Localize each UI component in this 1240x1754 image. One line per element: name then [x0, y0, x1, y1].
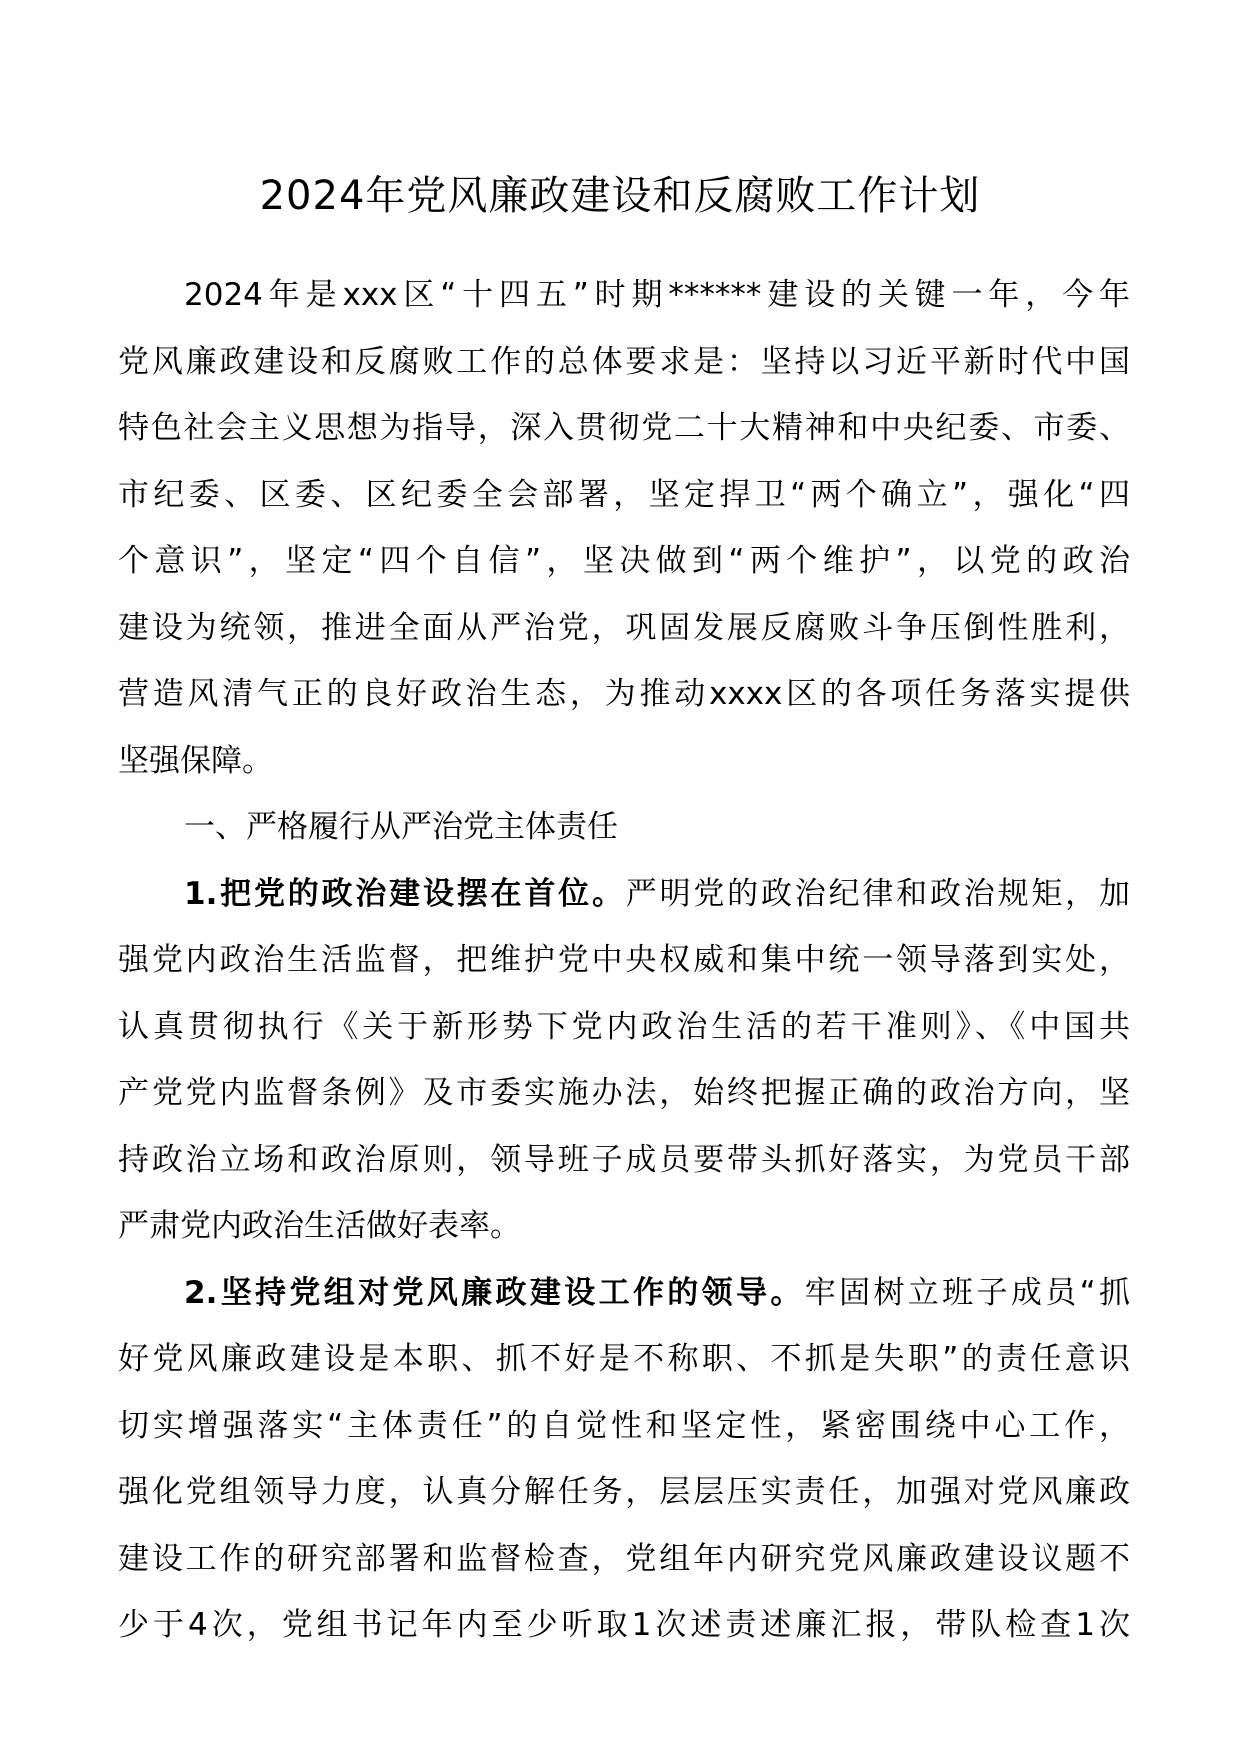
document-body	[118, 262, 1130, 1659]
line-text: 认真贯彻执行《关于新形势下党内政治生活的若干准则》、《中国共	[118, 1008, 1130, 1045]
line-text: 个意识”，坚定“四个自信”，坚决做到“两个维护”，以党的政治	[118, 543, 1130, 579]
line-text: 少于4次，党组书记年内至少听取1次述责述廉汇报，带队检查1次	[118, 1607, 1130, 1643]
paragraph-line	[118, 462, 1130, 529]
item-heading: 2.坚持党组对党风廉政建设工作的领导。	[184, 1274, 805, 1311]
paragraph-line	[118, 994, 1130, 1061]
paragraph-line	[118, 1592, 1130, 1659]
line-text: 党风廉政建设和反腐败工作的总体要求是：坚持以习近平新时代中国	[118, 343, 1130, 380]
line-text: 建设为统领，推进全面从严治党，巩固发展反腐败斗争压倒性胜利，	[118, 609, 1130, 646]
paragraph-line	[118, 1393, 1130, 1460]
paragraph-line	[118, 861, 1130, 928]
paragraph-line	[118, 329, 1130, 396]
paragraph-line	[118, 595, 1130, 662]
section-heading-text: 一、严格履行从严治党主体责任	[184, 809, 618, 845]
paragraph-line	[118, 395, 1130, 462]
document-title: 2024年党风廉政建设和反腐败工作计划	[259, 173, 981, 219]
paragraph-line	[118, 528, 1130, 595]
paragraph-line	[118, 1193, 1130, 1260]
line-text: 严明党的政治纪律和政治规矩，加	[625, 875, 1130, 912]
line-text: 市纪委、区委、区纪委全会部署，坚定捍卫“两个确立”，强化“四	[118, 476, 1130, 513]
paragraph-line	[118, 1326, 1130, 1393]
paragraph-line	[118, 728, 1130, 795]
line-text: 严肃党内政治生活做好表率。	[118, 1208, 521, 1244]
section-heading	[118, 794, 1130, 861]
line-text: 产党党内监督条例》及市委实施办法，始终把握正确的政治方向，坚	[118, 1075, 1130, 1111]
line-text: 2024年是xxx区“十四五”时期******建设的关键一年，今年	[184, 277, 1130, 313]
line-text: 持政治立场和政治原则，领导班子成员要带头抓好落实，为党员干部	[118, 1141, 1130, 1178]
line-text: 切实增强落实“主体责任”的自觉性和坚定性，紧密围绕中心工作，	[118, 1407, 1130, 1444]
item-heading: 1.把党的政治建设摆在首位。	[184, 875, 626, 912]
paragraph-line	[118, 1526, 1130, 1593]
line-text: 建设工作的研究部署和监督检查，党组年内研究党风廉政建设议题不	[118, 1540, 1130, 1577]
paragraph-line	[118, 1459, 1130, 1526]
line-text: 特色社会主义思想为指导，深入贯彻党二十大精神和中央纪委、市委、	[118, 410, 1130, 446]
line-text: 强化党组领导力度，认真分解任务，层层压实责任，加强对党风廉政	[118, 1474, 1130, 1510]
paragraph-line	[118, 262, 1130, 329]
paragraph-line	[118, 1127, 1130, 1194]
line-text: 营造风清气正的良好政治生态，为推动xxxx区的各项任务落实提供	[118, 676, 1130, 712]
line-text: 牢固树立班子成员“抓	[804, 1274, 1130, 1311]
line-text: 好党风廉政建设是本职、抓不好是不称职、不抓是失职”的责任意识	[118, 1341, 1130, 1377]
paragraph-line	[118, 661, 1130, 728]
line-text: 坚强保障。	[118, 742, 273, 779]
line-text: 强党内政治生活监督，把维护党中央权威和集中统一领导落到实处，	[118, 942, 1130, 978]
paragraph-line	[118, 1060, 1130, 1127]
paragraph-line	[118, 927, 1130, 994]
paragraph-line	[118, 1260, 1130, 1327]
